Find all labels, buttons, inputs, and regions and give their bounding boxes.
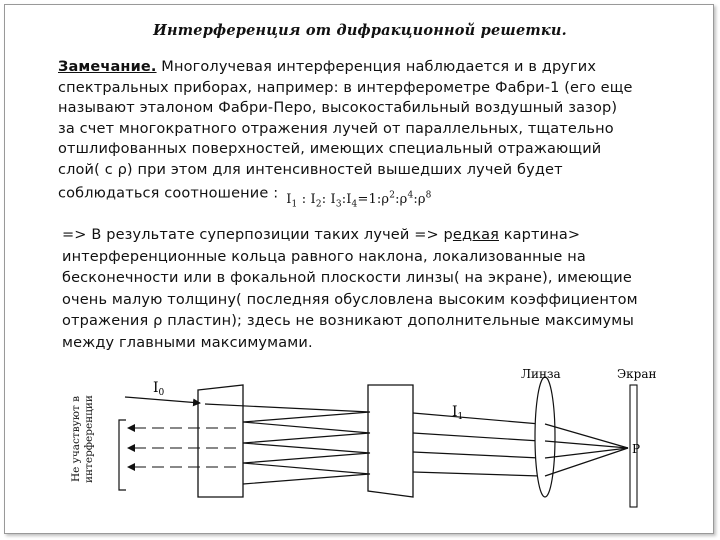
slide-title: Интерференция от дифракционной решетки. xyxy=(153,22,567,39)
note-line-6: слой( с ρ) при этом для интенсивностей вышедших лучей будет xyxy=(58,161,563,178)
result-line-5: отражения ρ пластин); здесь не возникают дополнительные максимумы xyxy=(62,313,634,329)
result-line-2: интерференционные кольца равного наклона, локализованные на xyxy=(62,248,586,265)
intensity-formula: $I_1$ : $I_2$: $I_3:I_4=1:\rho^2:\rho^4:\rho^8$ xyxy=(286,191,432,210)
side-label-not-interfering: Не участвуют в интерференции xyxy=(70,395,95,483)
lens xyxy=(535,377,555,497)
note-line-2: спектральных приборах, например: в интерферометре Фабри-1 (его еще xyxy=(58,79,633,96)
lens-label: Линза xyxy=(521,367,561,381)
screen-label: Экран xyxy=(617,367,657,381)
note-line-3: называют эталоном Фабри-Перо, высокостабильный воздушный зазор) xyxy=(58,100,618,116)
left-bracket xyxy=(119,420,126,490)
result-line-3: бесконечности или в фокальной плоскости линзы( на экране), имеющие xyxy=(62,270,632,286)
result-line-4: очень малую толщину( последняя обусловлена высоким коэффициентом xyxy=(62,291,638,308)
result-line-1-pre: => В результате суперпозиции таких лучей => р xyxy=(62,227,453,243)
second-plate xyxy=(368,385,413,497)
point-p-label: P xyxy=(632,442,641,456)
note-line-7: соблюдаться соотношение : xyxy=(58,185,279,202)
beam-i1-label: $I_1$ xyxy=(452,404,464,422)
result-underlined-word: едкая xyxy=(452,227,499,243)
result-line-6: между главными максимумами. xyxy=(62,334,313,351)
note-label: Замечание. xyxy=(58,59,157,75)
note-line-1: Многолучевая интерференция наблюдается и в других xyxy=(156,59,597,75)
note-line-4: за счет многократного отражения лучей от параллельных, тщательно xyxy=(58,120,614,137)
focused-rays xyxy=(545,424,628,476)
first-plate xyxy=(198,385,243,497)
beam-i0-label: $I_0$ xyxy=(153,380,165,398)
note-line-5: отшлифованных поверхностей, имеющих специальный отражающий xyxy=(58,141,602,157)
result-line-1-post: картина> xyxy=(498,227,581,243)
transmitted-rays xyxy=(413,413,540,476)
